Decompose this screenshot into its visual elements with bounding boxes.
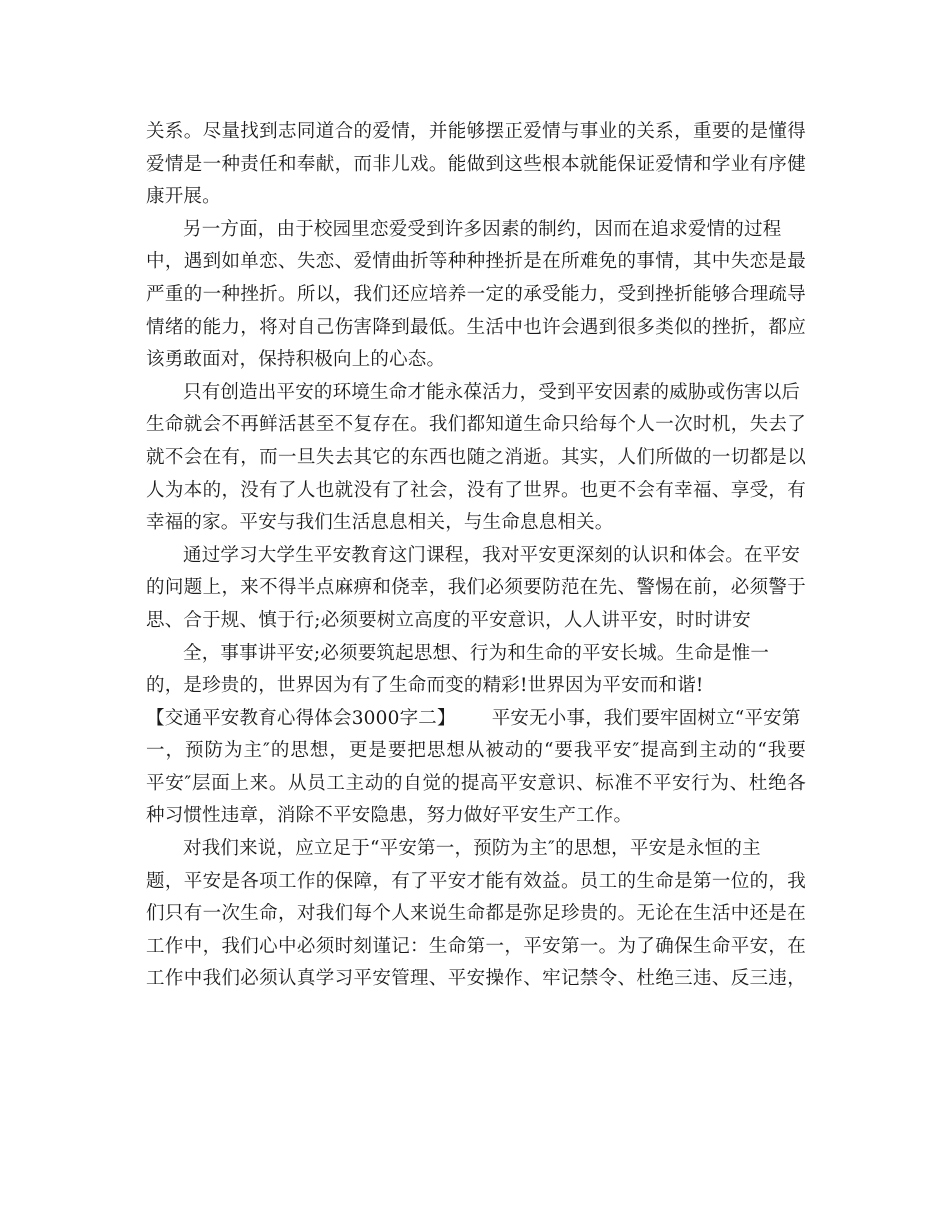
text-line: 严重的一种挫折。所以，我们还应培养一定的承受能力，受到挫折能够合理疏导 [146, 283, 806, 305]
text-line: 另一方面，由于校园里恋爱受到许多因素的制约，因而在追求爱情的过程 [183, 218, 782, 240]
text-line: 只有创造出平安的环境生命才能永葆活力，受到平安因素的威胁或伤害以后 [183, 381, 801, 403]
text-line: 该勇敢面对，保持积极向上的心态。 [146, 349, 446, 371]
text-line: 情绪的能力，将对自己伤害降到最低。生活中也许会遇到很多类似的挫折，都应 [146, 316, 806, 338]
paragraph-block-2 [146, 735, 806, 996]
section-heading-text: 平安无小事，我们要牢固树立“平安第 [491, 707, 801, 729]
document-body [146, 116, 806, 996]
text-line: 工作中，我们心中必须时刻谨记：生命第一，平安第一。为了确保生命平安，在 [146, 935, 806, 957]
paragraph-block-1 [146, 116, 806, 703]
text-line: 工作中我们必须认真学习平安管理、平安操作、牢记禁令、杜绝三违、反三违， [146, 968, 806, 990]
text-line: 思、合于规、慎于行;必须要树立高度的平安意识，人人讲平安，时时讲安 [146, 609, 751, 631]
text-line: 人为本的，没有了人也就没有了社会，没有了世界。也更不会有幸福、享受，有 [146, 479, 806, 501]
text-line: 们只有一次生命，对我们每个人来说生命都是弥足珍贵的。无论在生活中还是在 [146, 903, 806, 925]
section-heading: 【交通平安教育心得体会3000字二】 [146, 707, 456, 729]
text-line: 幸福的家。平安与我们生活息息相关，与生命息息相关。 [146, 512, 614, 534]
text-line: 的问题上，来不得半点麻痹和侥幸，我们必须要防范在先、警惕在前，必须警于 [146, 577, 806, 599]
text-line: 的，是珍贵的，世界因为有了生命而变的精彩!世界因为平安而和谐! [146, 675, 704, 697]
text-line: 全，事事讲平安;必须要筑起思想、行为和生命的平安长城。生命是惟一 [183, 642, 770, 664]
text-line: 平安″层面上来。从员工主动的自觉的提高平安意识、标准不平安行为、杜绝各 [146, 772, 806, 794]
text-line: 题，平安是各项工作的保障，有了平安才能有效益。员工的生命是第一位的，我 [146, 870, 806, 892]
text-line: 康开展。 [146, 186, 221, 208]
text-line: 种习惯性违章，消除不平安隐患，努力做好平安生产工作。 [146, 805, 633, 827]
text-line: 中，遇到如单恋、失恋、爱情曲折等种种挫折是在所难免的事情，其中失恋是最 [146, 251, 806, 273]
text-line: 生命就会不再鲜活甚至不复存在。我们都知道生命只给每个人一次时机，失去了 [146, 414, 806, 436]
text-line: 关系。尽量找到志同道合的爱情，并能够摆正爱情与事业的关系，重要的是懂得 [146, 121, 806, 142]
text-line: 就不会在有，而一旦失去其它的东西也随之消逝。其实，人们所做的一切都是以 [146, 446, 806, 468]
text-line: 对我们来说，应立足于“平安第一，预防为主″的思想，平安是永恒的主 [183, 838, 761, 860]
text-line: 通过学习大学生平安教育这门课程，我对平安更深刻的认识和体会。在平安 [183, 544, 801, 566]
section-heading-line [146, 703, 806, 736]
text-line: 一，预防为主″的思想，更是要把思想从被动的“要我平安″提高到主动的“我要 [146, 740, 806, 762]
text-line: 爱情是一种责任和奉献，而非儿戏。能做到这些根本就能保证爱情和学业有序健 [146, 153, 806, 175]
